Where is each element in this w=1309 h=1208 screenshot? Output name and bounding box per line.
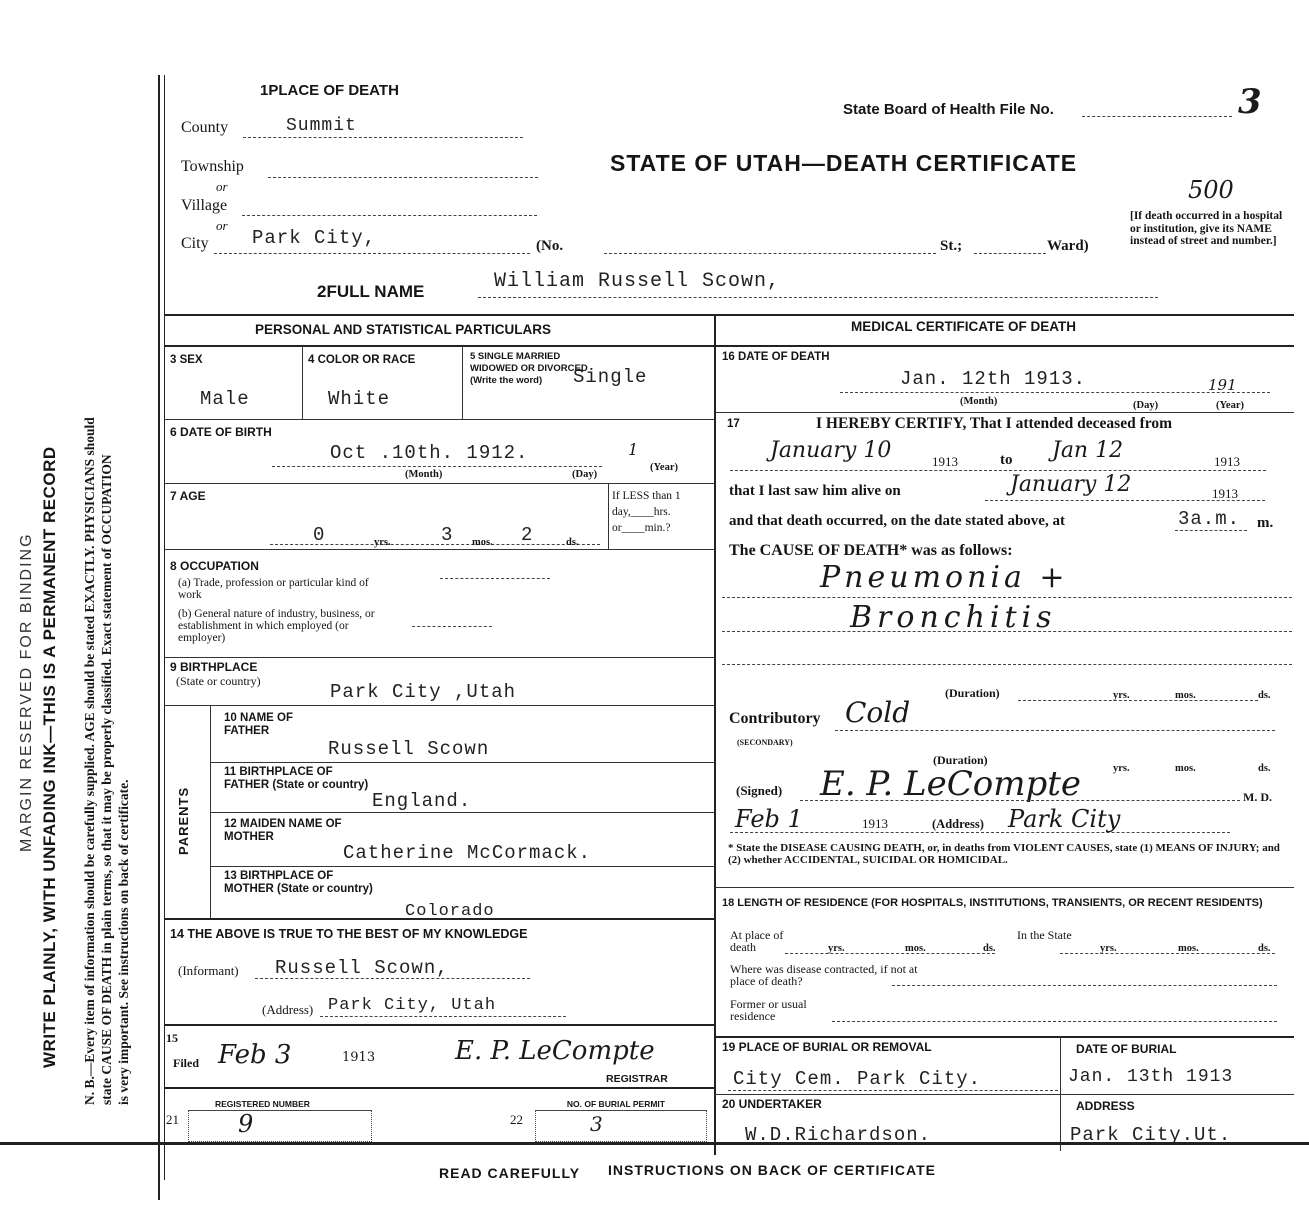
dob-year-mark: 1: [628, 440, 639, 459]
age-label: 7 AGE: [170, 489, 206, 503]
informant-address-label: (Address): [262, 1002, 314, 1017]
row-rule-12: [210, 812, 714, 813]
burial-place-label: 19 PLACE OF BURIAL OR REMOVAL: [722, 1040, 932, 1054]
city-label: City: [181, 235, 209, 252]
occupation-a-value: [440, 578, 550, 579]
at-place-line: [785, 953, 995, 954]
age-yrs-caption: yrs.: [374, 537, 391, 548]
dob-value: Oct .10th. 1912.: [330, 442, 529, 464]
date-of-death-value: Jan. 12th 1913.: [900, 368, 1087, 390]
medical-section-title: MEDICAL CERTIFICATE OF DEATH: [851, 319, 1076, 334]
row-rule-18: [714, 887, 1294, 888]
registered-number-box: [188, 1110, 372, 1142]
hospital-note: [If death occurred in a hospital or institution, give its NAME instead of street and number.]: [1130, 210, 1283, 247]
father-name-value: Russell Scown: [328, 738, 490, 760]
death-occurred-label: and that death occurred, on the date stated above, at: [729, 513, 1065, 529]
registered-number-value: 9: [238, 1110, 254, 1138]
contributory-value: Cold: [845, 696, 911, 729]
sex-divider: [302, 346, 303, 419]
informant-address-line: [320, 1016, 566, 1017]
dob-day-caption: (Day): [572, 469, 598, 480]
marital-value: Single: [573, 366, 648, 388]
birthplace-caption: (State or country): [176, 674, 261, 688]
informant-value: Russell Scown,: [275, 957, 449, 979]
registrar-label: REGISTRAR: [606, 1073, 668, 1085]
informant-address-value: Park City, Utah: [328, 996, 497, 1015]
county-value: Summit: [286, 116, 357, 136]
section-top-rule: [164, 314, 1294, 316]
duration-ds-2: ds.: [1258, 763, 1271, 774]
mother-name-label: 12 MAIDEN NAME OF MOTHER: [224, 818, 342, 843]
secondary-caption: (SECONDARY): [737, 738, 793, 747]
duration-line-1: [1018, 700, 1258, 701]
age-divider: [608, 483, 609, 549]
age-years: 0: [313, 524, 326, 546]
column-divider: [714, 315, 716, 1155]
signed-date-line: [730, 832, 1230, 833]
cause-line-3: [722, 664, 1292, 665]
signed-year: 1913: [862, 816, 888, 831]
instructions-label: INSTRUCTIONS ON BACK OF CERTIFICATE: [608, 1162, 936, 1178]
section-header-rule: [164, 345, 1294, 347]
disease-note: * State the DISEASE CAUSING DEATH, or, in deaths from VIOLENT CAUSES, state (1) MEANS OF INJURY; and (2) whether ACCIDENTAL, SUICIDAL OR HOMICIDAL.: [728, 842, 1280, 866]
true-statement-label: 14 THE ABOVE IS TRUE TO THE BEST OF MY KNOWLEDGE: [170, 927, 528, 941]
date-of-death-label: 16 DATE OF DEATH: [722, 351, 830, 363]
permanent-record-notice: WRITE PLAINLY, WITH UNFADING INK—THIS IS A PERMANENT RECORD: [40, 446, 59, 1068]
row-rule-11: [210, 762, 714, 763]
street-label: St.;: [940, 238, 963, 254]
duration-yrs-1: yrs.: [1113, 690, 1130, 701]
cause-line-1: [722, 597, 1292, 598]
file-number-line: [1082, 116, 1232, 117]
ward-line: [974, 253, 1046, 254]
full-name-line: [478, 297, 1158, 298]
cause-of-death-value-1: Pneumonia +: [820, 560, 1069, 595]
undertaker-value: W.D.Richardson.: [745, 1124, 932, 1146]
age-ds-caption: ds.: [566, 537, 579, 548]
color-divider: [462, 346, 463, 419]
filed-label: Filed: [173, 1056, 199, 1070]
undertaker-label: 20 UNDERTAKER: [722, 1097, 822, 1111]
personal-section-title: PERSONAL AND STATISTICAL PARTICULARS: [255, 322, 552, 337]
file-number-value: 3: [1238, 82, 1262, 122]
registrar-signature: E. P. LeCompte: [455, 1036, 655, 1066]
color-value: White: [328, 388, 391, 410]
row-rule-20: [714, 1094, 1294, 1095]
age-months: 3: [441, 524, 454, 546]
duration-mos-1: mos.: [1175, 690, 1196, 701]
at-place-label: At place of death: [730, 928, 784, 954]
city-line: [214, 253, 530, 254]
occupation-a-label: (a) Trade, profession or particular kind of work: [178, 577, 369, 601]
informant-label: (Informant): [178, 963, 239, 978]
row-rule-8: [164, 549, 714, 550]
sex-label: 3 SEX: [170, 354, 203, 366]
at-place-yrs: yrs.: [828, 943, 845, 954]
dod-month-caption: (Month): [960, 396, 998, 407]
village-line: [242, 215, 537, 216]
row-rule-10: [164, 705, 714, 706]
nb-line-1: N. B.—Every item of information should be carefully supplied. AGE should be stated EXACTLY. PHYSICIANS should: [82, 417, 97, 1105]
or-2: or: [216, 218, 228, 233]
title-mark: 500: [1188, 176, 1234, 204]
city-value: Park City,: [252, 227, 377, 249]
undertaker-address-label: ADDRESS: [1076, 1099, 1135, 1113]
frame-left-border: [158, 75, 160, 1200]
contracted-line: [892, 985, 1277, 986]
at-place-mos: mos.: [905, 943, 926, 954]
street-number-label: (No.: [536, 238, 564, 254]
mother-birthplace-label: 13 BIRTHPLACE OF MOTHER (State or country): [224, 870, 373, 895]
dod-day-caption: (Day): [1133, 400, 1159, 411]
less-than-day: If LESS than 1 day,____hrs. or____min.?: [612, 490, 681, 534]
in-state-yrs: yrs.: [1100, 943, 1117, 954]
signed-address-label: (Address): [932, 817, 984, 831]
signed-label: (Signed): [736, 783, 783, 798]
date-of-death-line: [840, 392, 1270, 393]
md-label: M. D.: [1243, 790, 1272, 804]
dob-line: [272, 466, 602, 467]
reg-21: 21: [166, 1112, 179, 1127]
row-rule-19: [714, 1036, 1294, 1038]
village-label: Village: [181, 197, 228, 214]
duration-mos-2: mos.: [1175, 763, 1196, 774]
signed-address-value: Park City: [1008, 805, 1121, 833]
bottom-rule: [0, 1142, 1309, 1145]
burial-date-value: Jan. 13th 1913: [1068, 1067, 1234, 1087]
duration-ds-1: ds.: [1258, 690, 1271, 701]
place-of-death-heading: 1PLACE OF DEATH: [260, 82, 399, 99]
row-rule-7: [164, 483, 714, 484]
certificate-title: STATE OF UTAH—DEATH CERTIFICATE: [610, 150, 1078, 176]
binding-margin-text: MARGIN RESERVED FOR BINDING: [18, 532, 35, 852]
last-saw-date: January 12: [1010, 472, 1132, 497]
county-line: [243, 137, 523, 138]
death-time-m: m.: [1257, 515, 1274, 531]
occupation-label: 8 OCCUPATION: [170, 559, 259, 573]
row-rule-16: [164, 1087, 714, 1089]
age-mos-caption: mos.: [472, 537, 493, 548]
certify-text: I HEREBY CERTIFY, That I attended deceased from: [816, 415, 1172, 432]
dod-year-caption: (Year): [1216, 400, 1244, 411]
attended-to-date: Jan 12: [1052, 438, 1124, 463]
row-rule-9: [164, 657, 714, 658]
ward-label: Ward): [1047, 238, 1089, 254]
contributory-line: [835, 730, 1275, 731]
attended-to: to: [1000, 452, 1013, 468]
contracted-label: Where was disease contracted, if not at place of death?: [730, 962, 918, 988]
occupation-b-label: (b) General nature of industry, business, or establishment in which employed (or employer): [178, 608, 375, 644]
township-label: Township: [181, 158, 244, 175]
marital-label: 5 SINGLE MARRIED WIDOWED OR DIVORCED (Write the word): [470, 351, 588, 386]
nb-line-2: state CAUSE OF DEATH in plain terms, so that it may be properly classified. Exact statement of OCCUPATION: [99, 454, 114, 1105]
attended-line: [730, 470, 1266, 471]
signed-line: [800, 800, 1240, 801]
reg-22: 22: [510, 1112, 523, 1127]
last-saw-year: 1913: [1212, 486, 1238, 501]
row-rule-13: [210, 866, 714, 867]
full-name-label: 2FULL NAME: [317, 282, 425, 301]
last-saw-label: that I last saw him alive on: [729, 483, 901, 499]
age-days: 2: [521, 524, 534, 546]
father-name-label: 10 NAME OF FATHER: [224, 712, 294, 737]
file-number-label: State Board of Health File No.: [843, 101, 1054, 118]
dob-year-caption: (Year): [650, 462, 678, 473]
cause-of-death-value-2: Bronchitis: [850, 600, 1057, 635]
father-birthplace-value: England.: [372, 790, 472, 812]
burial-permit-label: NO. OF BURIAL PERMIT: [566, 1099, 665, 1109]
filed-year: 1913: [342, 1050, 376, 1065]
county-label: County: [181, 119, 229, 136]
death-time-value: 3a.m.: [1178, 508, 1241, 530]
filed-date: Feb 3: [218, 1040, 292, 1070]
registered-number-label: REGISTERED NUMBER: [215, 1099, 310, 1109]
attended-to-year: 1913: [1214, 454, 1240, 469]
residence-label: 18 LENGTH OF RESIDENCE (FOR HOSPITALS, INSTITUTIONS, TRANSIENTS, OR RECENT RESIDENTS): [722, 897, 1263, 909]
row-rule-6: [164, 419, 714, 420]
burial-date-label: DATE OF BURIAL: [1076, 1042, 1177, 1056]
street-line: [604, 253, 936, 254]
attended-from-date: January 10: [770, 438, 892, 463]
mother-birthplace-value: Colorado: [405, 902, 495, 921]
burial-permit-box: [535, 1110, 707, 1142]
mother-name-value: Catherine McCormack.: [343, 842, 592, 864]
certify-number: 17: [727, 418, 740, 430]
row-rule-17: [714, 412, 1294, 413]
occupation-b-value: [412, 626, 492, 627]
at-place-ds: ds.: [983, 943, 996, 954]
duration-yrs-2: yrs.: [1113, 763, 1130, 774]
birthplace-label: 9 BIRTHPLACE: [170, 660, 258, 674]
undertaker-address-value: Park City.Ut.: [1070, 1124, 1232, 1146]
or-1: or: [216, 179, 228, 194]
dob-month-caption: (Month): [405, 469, 443, 480]
read-carefully-label: READ CAREFULLY: [439, 1165, 581, 1181]
nb-line-3: is very important. See instructions on back of certificate.: [116, 779, 131, 1105]
filed-number: 15: [166, 1031, 178, 1045]
sex-value: Male: [200, 388, 250, 410]
township-line: [268, 177, 538, 178]
row-rule-15: [164, 1024, 714, 1026]
signed-date: Feb 1: [735, 805, 803, 833]
cause-of-death-label: The CAUSE OF DEATH* was as follows:: [729, 542, 1013, 559]
burial-place-value: City Cem. Park City.: [733, 1068, 982, 1090]
duration-label-2: (Duration): [933, 753, 988, 767]
in-state-ds: ds.: [1258, 943, 1271, 954]
cause-line-2: [722, 631, 1292, 632]
in-state-line: [1060, 953, 1275, 954]
color-label: 4 COLOR OR RACE: [308, 354, 416, 366]
burial-place-line: [728, 1090, 1058, 1091]
dob-label: 6 DATE OF BIRTH: [170, 425, 272, 439]
father-birthplace-label: 11 BIRTHPLACE OF FATHER (State or country): [224, 766, 369, 791]
date-of-death-191: 191: [1208, 376, 1237, 394]
frame-left-border-inner: [164, 75, 165, 1180]
in-state-mos: mos.: [1178, 943, 1199, 954]
birthplace-value: Park City ,Utah: [330, 681, 517, 703]
contributory-label: Contributory: [729, 710, 821, 727]
physician-signature: E. P. LeCompte: [820, 764, 1082, 804]
row-rule-14: [164, 918, 714, 920]
in-state-label: In the State: [1017, 928, 1072, 942]
attended-from-year: 1913: [932, 454, 958, 469]
parents-label: PARENTS: [176, 786, 191, 855]
former-residence-label: Former or usual residence: [730, 997, 807, 1023]
former-residence-line: [832, 1021, 1277, 1022]
full-name-value: William Russell Scown,: [494, 270, 781, 293]
duration-label-1: (Duration): [945, 686, 1000, 700]
burial-permit-value: 3: [590, 1112, 603, 1136]
death-time-line: [1175, 530, 1247, 531]
